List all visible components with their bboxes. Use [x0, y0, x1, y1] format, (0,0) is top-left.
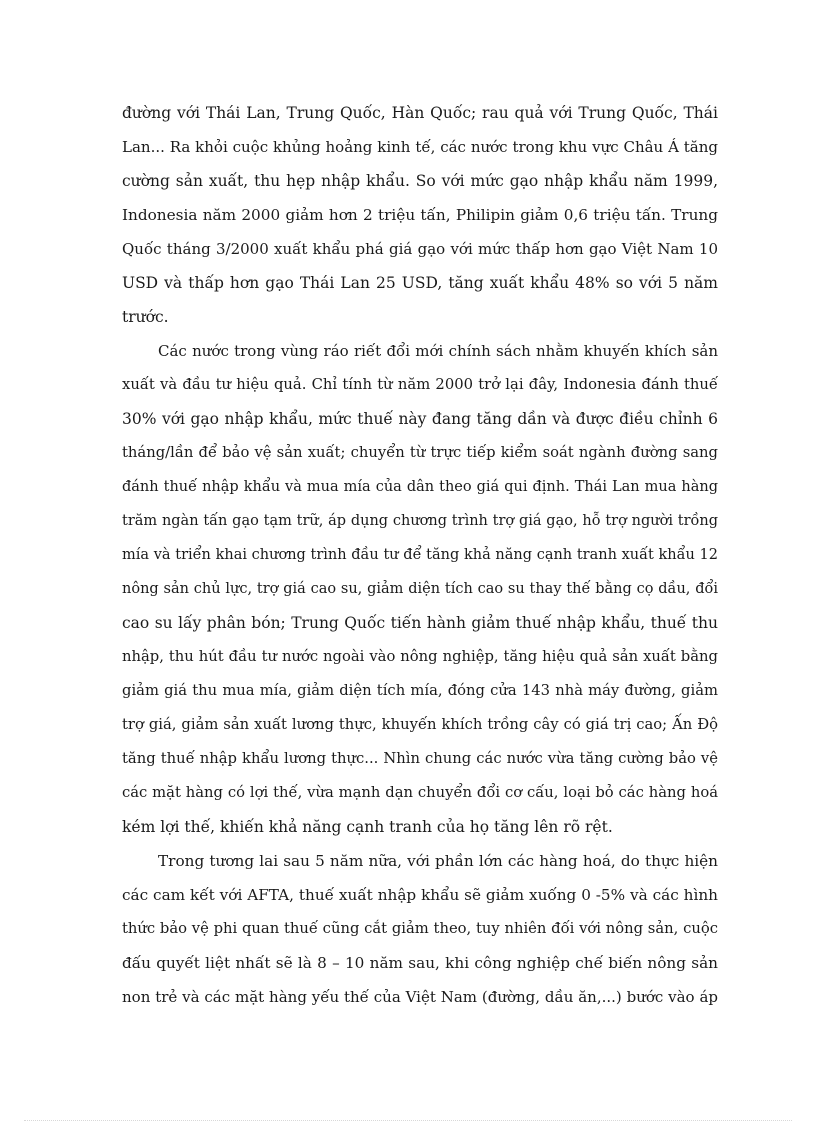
text-line: Indonesia năm 2000 giảm hơn 2 triệu tấn, Philipin giảm 0,6 triệu tấn. Trung [122, 206, 718, 224]
text-line: nông sản chủ lực, trợ giá cao su, giảm diện tích cao su thay thế bằng cọ dầu, đổi [122, 581, 718, 597]
text-line: giảm giá thu mua mía, giảm diện tích mía, đóng cửa 143 nhà máy đường, giảm [122, 682, 718, 699]
text-line: mía và triển khai chương trình đầu tư để tăng khả năng cạnh tranh xuất khẩu 12 [122, 547, 718, 563]
text-line: cao su lấy phân bón; Trung Quốc tiến hành giảm thuế nhập khẩu, thuế thu [122, 614, 718, 632]
text-line: các cam kết với AFTA, thuế xuất nhập khẩu sẽ giảm xuống 0 -5% và các hình [122, 886, 718, 904]
page-bottom-rule [24, 1120, 792, 1121]
text-line: Trong tương lai sau 5 năm nữa, với phần lớn các hàng hoá, do thực hiện [158, 852, 718, 870]
text-line: tăng thuế nhập khẩu lương thực... Nhìn chung các nước vừa tăng cường bảo vệ [122, 750, 718, 767]
text-line: non trẻ và các mặt hàng yếu thế của Việt Nam (đường, dầu ăn,...) bước vào áp [122, 988, 718, 1006]
text-line: cường sản xuất, thu hẹp nhập khẩu. So với mức gạo nhập khẩu năm 1999, [122, 172, 718, 190]
text-line: Lan... Ra khỏi cuộc khủng hoảng kinh tế, các nước trong khu vực Châu Á tăng [122, 138, 718, 156]
text-line: trăm ngàn tấn gạo tạm trữ, áp dụng chương trình trợ giá gạo, hỗ trợ người trồng [122, 513, 718, 529]
text-line: USD và thấp hơn gạo Thái Lan 25 USD, tăng xuất khẩu 48% so với 5 năm [122, 274, 718, 292]
text-line: Các nước trong vùng ráo riết đổi mới chính sách nhằm khuyến khích sản [158, 342, 718, 360]
text-line: 30% với gạo nhập khẩu, mức thuế này đang tăng dần và được điều chỉnh 6 [122, 410, 718, 428]
text-line: Quốc tháng 3/2000 xuất khẩu phá giá gạo với mức thấp hơn gạo Việt Nam 10 [122, 240, 718, 258]
text-line: kém lợi thế, khiến khả năng cạnh tranh của họ tăng lên rõ rệt. [122, 818, 613, 836]
text-line: đường với Thái Lan, Trung Quốc, Hàn Quốc; rau quả với Trung Quốc, Thái [122, 104, 718, 122]
text-line: thức bảo vệ phi quan thuế cũng cắt giảm theo, tuy nhiên đối với nông sản, cuộc [122, 920, 718, 937]
text-line: nhập, thu hút đầu tư nước ngoài vào nông nghiệp, tăng hiệu quả sản xuất bằng [122, 648, 718, 665]
text-line: tháng/lần để bảo vệ sản xuất; chuyển từ trực tiếp kiểm soát ngành đường sang [122, 444, 718, 461]
text-line: đánh thuế nhập khẩu và mua mía của dân theo giá qui định. Thái Lan mua hàng [122, 479, 718, 495]
text-line: trợ giá, giảm sản xuất lương thực, khuyến khích trồng cây có giá trị cao; Ấn Độ [122, 716, 718, 733]
text-line: đấu quyết liệt nhất sẽ là 8 – 10 năm sau, khi công nghiệp chế biến nông sản [122, 954, 718, 972]
text-line: trước. [122, 308, 169, 326]
text-line: xuất và đầu tư hiệu quả. Chỉ tính từ năm 2000 trở lại đây, Indonesia đánh thuế [122, 376, 718, 393]
text-line: các mặt hàng có lợi thế, vừa mạnh dạn chuyển đổi cơ cấu, loại bỏ các hàng hoá [122, 784, 718, 801]
